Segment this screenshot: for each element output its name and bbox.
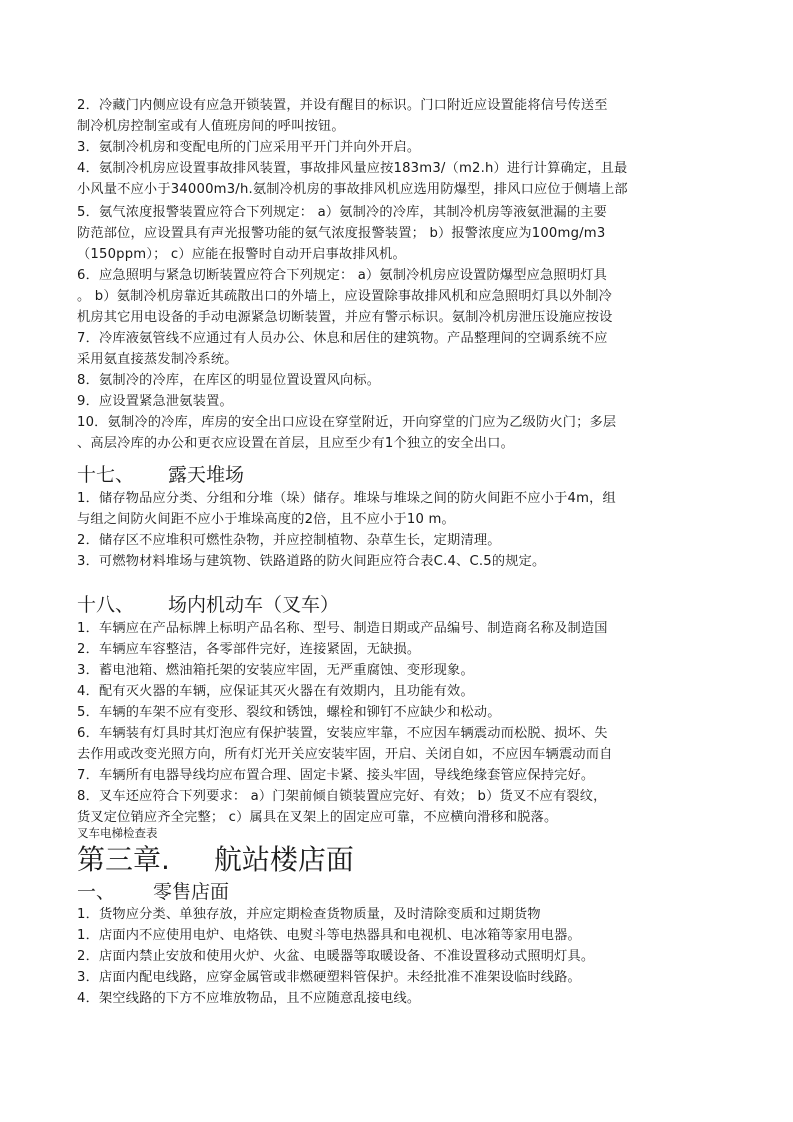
subsection-number: 一、 [77,881,116,903]
list-item: 。 b）氨制冷机房靠近其疏散出口的外墙上，应设置除事故排风机和应急照明灯具以外制冷 [77,289,613,304]
list-item: 3．可燃物材料堆场与建筑物、铁路道路的防火间距应符合表C.4、C.5的规定。 [77,554,546,569]
list-item: 去作用或改变光照方向，所有灯光开关应安装牢固，开启、关闭自如，不应因车辆震动而自 [77,747,613,762]
section-title: 露天堆场 [168,464,245,486]
list-item: 8．叉车还应符合下列要求： a）门架前倾自锁装置应完好、有效； b）货叉不应有裂纹， [77,789,607,804]
list-item: 5．氨气浓度报警装置应符合下列规定： a）氨制冷的冷库，其制冷机房等液氨泄漏的主要 [77,205,607,220]
list-item: 6．应急照明与紧急切断装置应符合下列规定： a）氨制冷机房应设置防爆型应急照明灯具 [77,268,607,283]
list-item: 2．车辆应车容整洁，各零部件完好，连接紧固，无缺损。 [77,642,421,657]
table-caption: 叉车电梯检查表 [77,826,158,840]
list-item: 1．储存物品应分类、分组和分堆（垛）储存。堆垛与堆垛之间的防火间距不应小于4m，组 [77,491,616,506]
list-item: 小风量不应小于34000m3/h.氨制冷机房的事故排风机应选用防爆型，排风口应位于侧墙上部 [77,182,628,197]
list-item: 8．氨制冷的冷库，在库区的明显位置设置风向标。 [77,373,381,388]
list-item: 2．冷藏门内侧应设有应急开锁装置，并设有醒目的标识。门口附近应设置能将信号传送至 [77,98,608,113]
section-18-heading [77,593,339,617]
section-number: 十八、 [77,594,135,616]
list-item: 1．货物应分类、单独存放，并应定期检查货物质量，及时清除变质和过期货物 [77,907,541,922]
list-item: 9．应设置紧急泄氨装置。 [77,394,233,409]
chapter-title: 航站楼店面 [213,843,354,876]
list-item: 采用氨直接蒸发制冷系统。 [77,352,238,367]
list-item: 3．蓄电池箱、燃油箱托架的安装应牢固，无严重腐蚀、变形现象。 [77,663,474,678]
list-item: 10．氨制冷的冷库，库房的安全出口应设在穿堂附近，开向穿堂的门应为乙级防火门；多层 [77,415,617,430]
section-number: 十七、 [77,464,135,486]
section-17-heading [77,463,244,487]
list-item: 4．架空线路的下方不应堆放物品，且不应随意乱接电线。 [77,991,421,1006]
list-item: 4．氨制冷机房应设置事故排风装置，事故排风量应按183m3/（m2.h）进行计算确定，且最 [77,161,628,176]
section-title: 场内机动车（叉车） [168,594,340,616]
list-item: 7．车辆所有电器导线均应布置合理、固定卡紧、接头牢固，导线绝缘套管应保持完好。 [77,768,595,783]
chapter-heading [77,843,354,877]
subsection-title: 零售店面 [153,881,230,903]
chapter-number: 第三章. [77,843,170,876]
list-item: 防范部位，应设置具有声光报警功能的氨气浓度报警装置； b）报警浓度应为100mg/m3 [77,226,606,241]
list-item: 制冷机房控制室或有人值班房间的呼叫按钮。 [77,119,345,134]
list-item: 、高层冷库的办公和更衣应设置在首层，且应至少有1个独立的安全出口。 [77,436,514,451]
list-item: 1．车辆应在产品标牌上标明产品名称、型号、制造日期或产品编号、制造商名称及制造国 [77,621,608,636]
list-item: 3．氨制冷机房和变配电所的门应采用平开门并向外开启。 [77,140,421,155]
subsection-heading [77,880,229,904]
list-item: 2．店面内禁止安放和使用火炉、火盆、电暖器等取暖设备、不准设置移动式照明灯具。 [77,949,595,964]
list-item: 1．店面内不应使用电炉、电烙铁、电熨斗等电热器具和电视机、电冰箱等家用电器。 [77,928,581,943]
list-item: 机房其它用电设备的手动电源紧急切断装置，并应有警示标识。氨制冷机房泄压设施应按设 [77,310,613,325]
list-item: 6．车辆装有灯具时其灯泡应有保护装置，安装应牢靠，不应因车辆震动而松脱、损坏、失 [77,726,608,741]
list-item: 5．车辆的车架不应有变形、裂纹和锈蚀，螺栓和铆钉不应缺少和松动。 [77,705,501,720]
list-item: 3．店面内配电线路，应穿金属管或非燃硬塑料管保护。未经批准不准架设临时线路。 [77,970,581,985]
list-item: 与组之间防火间距不应小于堆垛高度的2倍，且不应小于10 m。 [77,512,455,527]
list-item: 货叉定位销应齐全完整； c）属具在叉架上的固定应可靠，不应横向滑移和脱落。 [77,810,558,825]
list-item: 4．配有灭火器的车辆，应保证其灭火器在有效期内，且功能有效。 [77,684,474,699]
list-item: 7．冷库液氨管线不应通过有人员办公、休息和居住的建筑物。产品整理间的空调系统不应 [77,331,608,346]
list-item: 2．储存区不应堆积可燃性杂物，并应控制植物、杂草生长，定期清理。 [77,533,501,548]
list-item: （150ppm）； c）应能在报警时自动开启事故排风机。 [77,247,406,262]
